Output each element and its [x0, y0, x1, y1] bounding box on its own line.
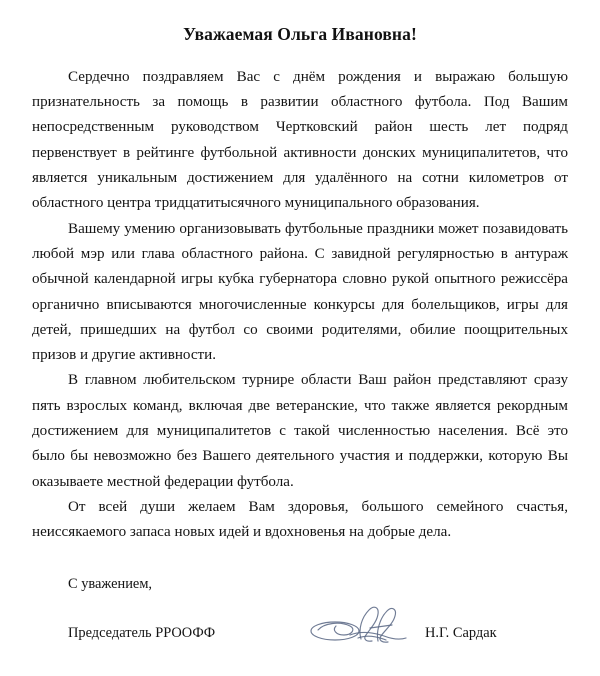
handwritten-signature-icon	[306, 601, 426, 647]
closing-salutation: С уважением,	[68, 575, 153, 592]
closing-block	[32, 572, 568, 643]
paragraph: Сердечно поздравляем Вас с днём рождения и выражаю большую признательность за помощь в развитии областного футбола. Под Вашим непосредственным руководством Чертковский район шесть лет подряд первенствует в рейтинге футбольной активности донских муниципалитетов, что является уникальным достижением для удалённого на сотни километров от областного центра тридцатитысячного муниципального образования.	[32, 68, 568, 212]
paragraph: Вашему умению организовывать футбольные праздники может позавидовать любой мэр или глава областного района. С завидной регулярностью в антураж обычной календарной игры кубка губернатора словно рукой опытного режиссёра органично вписываются многочисленные конкурсы для болельщиков, игры для детей, пришедших на футбол со своими родителями, обилие поощрительных призов и другие активности.	[32, 220, 568, 364]
letter-body	[32, 65, 568, 546]
paragraph: От всей души желаем Вам здоровья, большого семейного счастья, неиссякаемого запаса новых идей и вдохновенья на добрые дела.	[32, 498, 568, 541]
paragraph: В главном любительском турнире области Ваш район представляют сразу пять взрослых команд, включая две ветеранские, что также является рекордным достижением для муниципалитетов с такой численностью населения. Всё это было бы невозможно без Вашего деятельного участия и поддержки, которую Вы оказываете местной федерации футбола.	[32, 372, 568, 490]
signatory-name: Н.Г. Сардак	[425, 624, 497, 641]
signatory-role: Председатель РРООФФ	[68, 624, 216, 641]
page-title: Уважаемая Ольга Ивановна!	[183, 24, 417, 44]
signature-row	[68, 623, 568, 643]
